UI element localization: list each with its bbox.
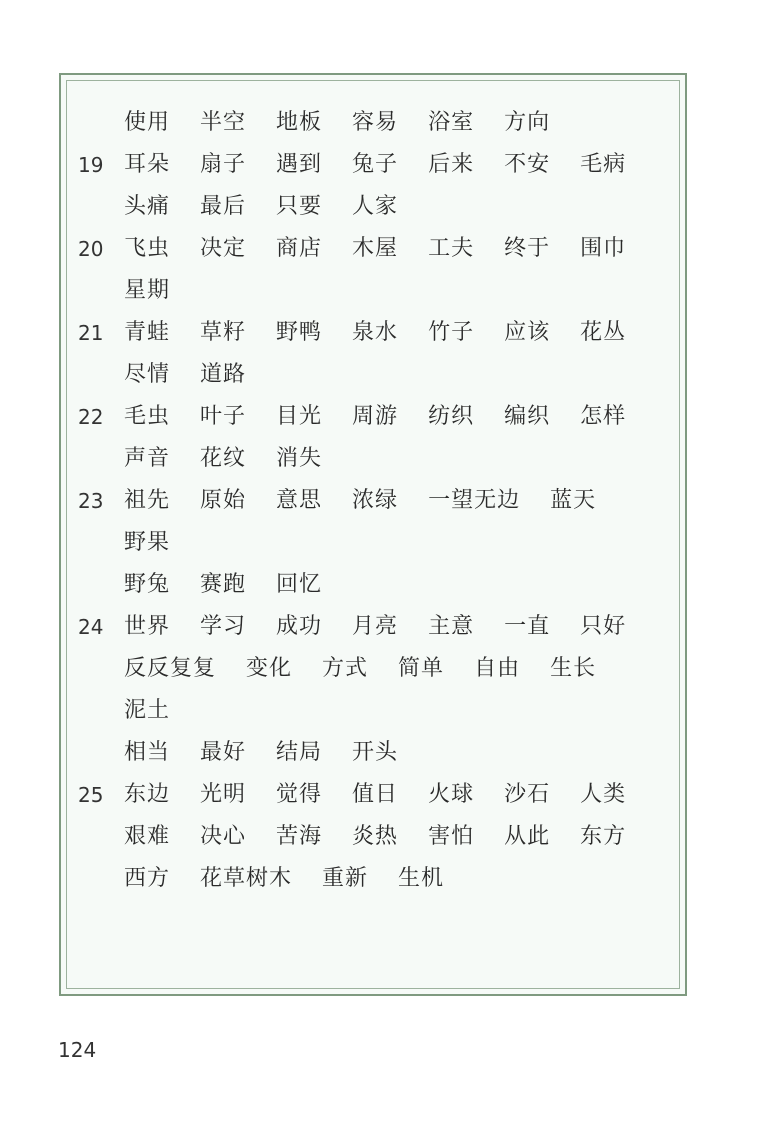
vocabulary-word: 扇子 [200,152,247,177]
vocabulary-word: 重新 [322,866,369,891]
vocabulary-word: 应该 [504,320,551,345]
vocabulary-word: 蓝天 [550,488,597,513]
vocabulary-word: 方式 [322,656,369,681]
vocabulary-word: 一直 [504,614,551,639]
vocabulary-word: 花草树木 [200,866,293,891]
vocabulary-word: 道路 [200,362,247,387]
vocabulary-word: 声音 [124,446,171,471]
vocabulary-word: 竹子 [428,320,475,345]
lesson-number: 24 [78,615,104,639]
vocabulary-word: 反反复复 [124,656,217,681]
vocabulary-word: 世界 [124,614,171,639]
lesson-number: 20 [78,237,104,261]
vocabulary-word: 苦海 [276,824,323,849]
vocabulary-word: 容易 [352,110,399,135]
word-list [124,480,674,606]
vocabulary-list [78,102,678,900]
vocabulary-word: 毛病 [580,152,627,177]
vocabulary-word: 头痛 [124,194,171,219]
vocabulary-word: 商店 [276,236,323,261]
vocabulary-word: 只要 [276,194,323,219]
word-list [124,396,674,480]
lesson-number: 21 [78,321,104,345]
word-list [124,144,674,228]
vocabulary-word: 怎样 [580,404,627,429]
vocabulary-word: 简单 [398,656,445,681]
vocabulary-word: 泥土 [124,698,171,723]
vocabulary-word: 光明 [200,782,247,807]
vocabulary-word: 学习 [200,614,247,639]
vocabulary-word: 野兔 [124,572,171,597]
lesson-row [78,144,678,228]
vocabulary-word: 从此 [504,824,551,849]
vocabulary-word: 人类 [580,782,627,807]
lesson-row [78,102,678,144]
vocabulary-word: 浓绿 [352,488,399,513]
vocabulary-word: 野鸭 [276,320,323,345]
vocabulary-word: 遇到 [276,152,323,177]
vocabulary-word: 沙石 [504,782,551,807]
vocabulary-word: 目光 [276,404,323,429]
word-list [124,228,674,312]
vocabulary-word: 消失 [276,446,323,471]
vocabulary-word: 周游 [352,404,399,429]
vocabulary-word: 星期 [124,278,171,303]
vocabulary-word: 火球 [428,782,475,807]
vocabulary-word: 意思 [276,488,323,513]
lesson-number: 19 [78,153,104,177]
lesson-row [78,480,678,606]
lesson-row [78,606,678,774]
vocabulary-word: 只好 [580,614,627,639]
word-list [124,102,674,144]
word-list [124,312,674,396]
vocabulary-word: 围巾 [580,236,627,261]
vocabulary-word: 成功 [276,614,323,639]
vocabulary-word: 东方 [580,824,627,849]
vocabulary-word: 草籽 [200,320,247,345]
vocabulary-word: 祖先 [124,488,171,513]
vocabulary-word: 泉水 [352,320,399,345]
vocabulary-word: 不安 [504,152,551,177]
lesson-row [78,396,678,480]
vocabulary-word: 原始 [200,488,247,513]
vocabulary-word: 使用 [124,110,171,135]
vocabulary-word: 纺织 [428,404,475,429]
lesson-number: 22 [78,405,104,429]
lesson-row [78,774,678,900]
vocabulary-word: 一望无边 [428,488,521,513]
vocabulary-word: 害怕 [428,824,475,849]
vocabulary-word: 花纹 [200,446,247,471]
vocabulary-word: 工夫 [428,236,475,261]
vocabulary-word: 尽情 [124,362,171,387]
lesson-row [78,228,678,312]
lesson-number: 23 [78,489,104,513]
lesson-number [78,102,124,144]
vocabulary-word: 方向 [504,110,551,135]
vocabulary-word: 月亮 [352,614,399,639]
vocabulary-word: 终于 [504,236,551,261]
vocabulary-word: 最好 [200,740,247,765]
vocabulary-word: 地板 [276,110,323,135]
vocabulary-word: 野果 [124,530,171,555]
vocabulary-word: 后来 [428,152,475,177]
vocabulary-word: 觉得 [276,782,323,807]
vocabulary-word: 主意 [428,614,475,639]
vocabulary-word: 浴室 [428,110,475,135]
vocabulary-word: 半空 [200,110,247,135]
vocabulary-word: 值日 [352,782,399,807]
vocabulary-word: 耳朵 [124,152,171,177]
vocabulary-word: 结局 [276,740,323,765]
vocabulary-word: 青蛙 [124,320,171,345]
vocabulary-word: 毛虫 [124,404,171,429]
vocabulary-word: 飞虫 [124,236,171,261]
vocabulary-word: 决定 [200,236,247,261]
vocabulary-word: 生机 [398,866,445,891]
vocabulary-word: 决心 [200,824,247,849]
vocabulary-word: 木屋 [352,236,399,261]
page-number: 124 [58,1038,97,1062]
vocabulary-word: 赛跑 [200,572,247,597]
vocabulary-word: 人家 [352,194,399,219]
vocabulary-word: 生长 [550,656,597,681]
vocabulary-word: 最后 [200,194,247,219]
vocabulary-word: 叶子 [200,404,247,429]
vocabulary-word: 变化 [246,656,293,681]
lesson-row [78,312,678,396]
vocabulary-word: 编织 [504,404,551,429]
vocabulary-word: 西方 [124,866,171,891]
word-list [124,606,674,774]
word-list [124,774,674,900]
vocabulary-word: 兔子 [352,152,399,177]
vocabulary-word: 回忆 [276,572,323,597]
vocabulary-word: 相当 [124,740,171,765]
vocabulary-word: 花丛 [580,320,627,345]
lesson-number: 25 [78,783,104,807]
vocabulary-word: 开头 [352,740,399,765]
vocabulary-word: 艰难 [124,824,171,849]
vocabulary-word: 自由 [474,656,521,681]
vocabulary-word: 炎热 [352,824,399,849]
vocabulary-word: 东边 [124,782,171,807]
